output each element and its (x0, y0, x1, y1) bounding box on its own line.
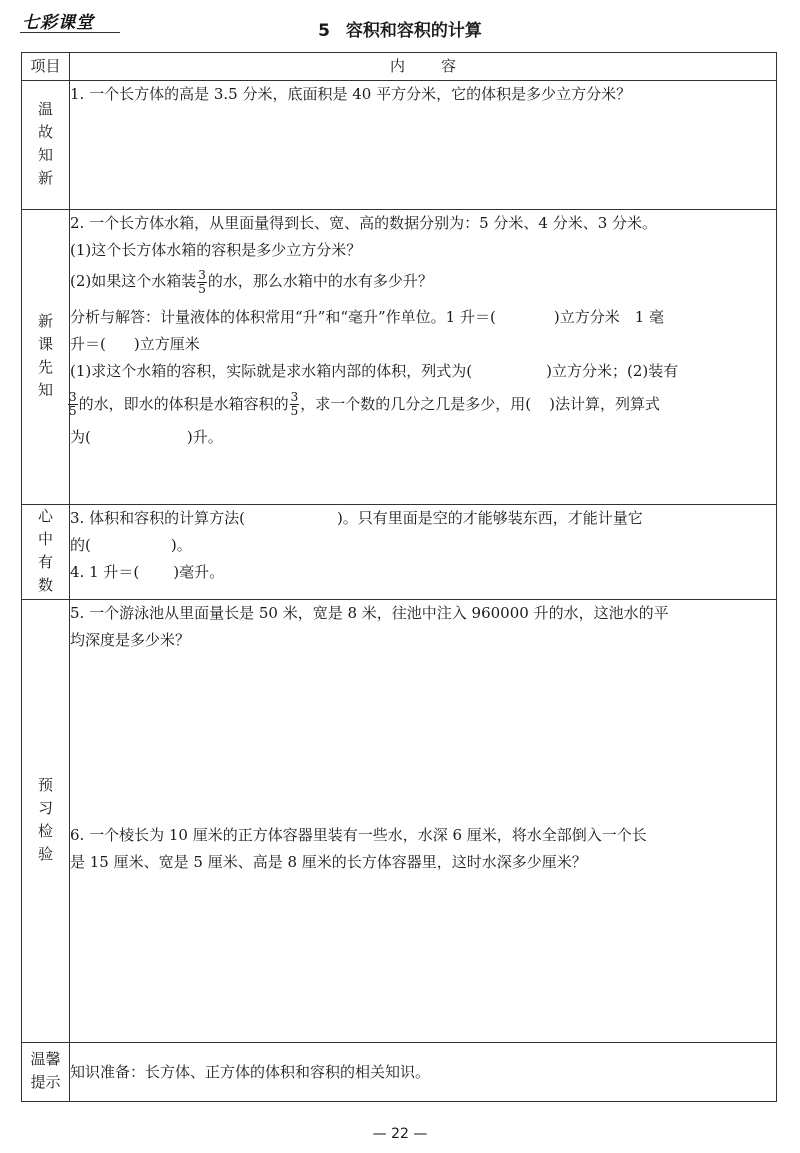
section-content-tip (70, 1043, 777, 1102)
question-2-1: (1)这个长方体水箱的容积是多少立方分米？ (70, 241, 362, 259)
section-content-review (70, 81, 777, 210)
analysis-line-3: (1)求这个水箱的容积，实际就是求水箱内部的体积，列式为( )立方分米；(2)装有 (70, 361, 679, 380)
page-number: — 22 — (372, 1126, 428, 1142)
column-header-project: 项目 (22, 53, 70, 81)
section-label-mind: 心中有数 (22, 505, 70, 600)
question-6-cont: 是 15 厘米、宽是 5 厘米、高是 8 厘米的长方体容器里，这时水深多少厘米？ (70, 853, 587, 871)
section-review (22, 81, 777, 210)
question-3: 3. 体积和容积的计算方法( )。只有里面是空的才能够装东西，才能计量它 (70, 509, 643, 527)
section-content-new (70, 210, 777, 505)
fraction-three-fifths: $\frac{3}{5}$ (198, 267, 206, 296)
section-content-check (70, 600, 777, 1043)
question-5: 5. 一个游泳池从里面量长是 50 米，宽是 8 米，往池中注入 960000 升的水，这池水的平 (70, 604, 669, 622)
question-3-cont: 的( )。 (70, 536, 192, 554)
section-label-tip: 温馨提示 (22, 1043, 70, 1102)
page-header (0, 0, 800, 52)
question-4: 4. 1 升＝( )毫升。 (70, 563, 225, 581)
question-2-2: (2)如果这个水箱装 $\frac{3}{5}$ 的水，那么水箱中的水有多少升？ (70, 267, 433, 296)
analysis-line-2: 升＝( )立方厘米 (70, 334, 200, 353)
analysis-line-4: $\frac{3}{5}$ 的水，即水的体积是水箱容积的 $\frac{3}{5}$ ，求一个数的几分之几是多少，用( )法计算，列算式 (69, 390, 661, 418)
worksheet-table (21, 52, 777, 1102)
table-header-row (22, 53, 777, 81)
column-header-content-1: 内 (389, 57, 405, 75)
column-header-content-2: 容 (441, 57, 457, 75)
lesson-number: 5 (318, 21, 330, 41)
fraction-three-fifths: $\frac{3}{5}$ (290, 390, 299, 418)
fraction-three-fifths: $\frac{3}{5}$ (69, 390, 77, 418)
page-title (0, 16, 800, 41)
section-tip (22, 1043, 777, 1102)
question-2: 2. 一个长方体水箱，从里面量得到长、宽、高的数据分别为：5 分米、4 分米、3 分米。 (70, 214, 658, 232)
section-label-new: 新课先知 (22, 210, 70, 505)
question-1: 1. 一个长方体的高是 3.5 分米，底面积是 40 平方分米，它的体积是多少立方分米？ (70, 85, 632, 103)
analysis-line-5: 为( )升。 (70, 428, 223, 446)
section-label-review: 温故知新 (22, 81, 70, 210)
answer-area-5[interactable] (70, 654, 776, 822)
section-new (22, 210, 777, 505)
section-mind (22, 505, 777, 600)
question-6: 6. 一个棱长为 10 厘米的正方体容器里装有一些水，水深 6 厘米，将水全部倒入一个长 (70, 826, 647, 844)
section-label-check: 预习检验 (22, 600, 70, 1043)
lesson-title: 容积和容积的计算 (345, 21, 482, 41)
section-check (22, 600, 777, 1043)
column-header-content (70, 53, 777, 81)
tip-text: 知识准备：长方体、正方体的体积和容积的相关知识。 (70, 1062, 431, 1081)
section-content-mind (70, 505, 777, 600)
brand-logo: 七彩课堂 (22, 13, 94, 33)
analysis-line-1: 分析与解答：计量液体的体积常用“升”和“毫升”作单位。1 升＝( )立方分米 1 毫 (70, 307, 665, 326)
question-5-cont: 均深度是多少米？ (70, 631, 191, 649)
